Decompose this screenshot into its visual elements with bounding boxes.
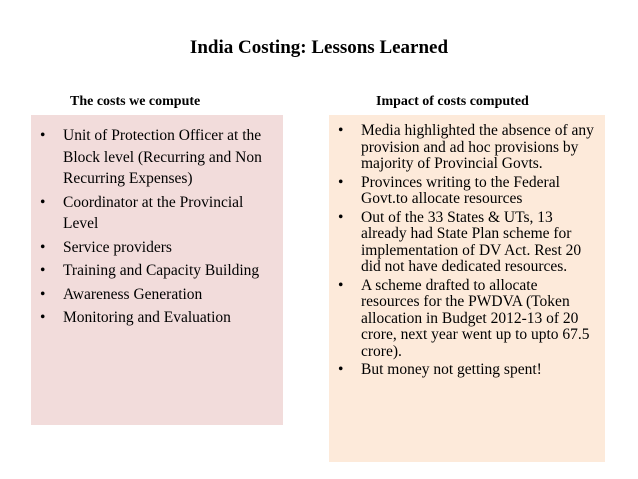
left-column-heading: The costs we compute bbox=[70, 94, 201, 109]
list-item-text: Out of the 33 States & UTs, 13 already had State Plan scheme for implementation of DV Act. Rest 20 did not have dedicated resources. bbox=[361, 208, 582, 275]
right-column-heading: Impact of costs computed bbox=[376, 94, 529, 109]
costs-computed-panel bbox=[31, 115, 283, 425]
list-item bbox=[335, 362, 599, 379]
list-item-text: Awareness Generation bbox=[63, 285, 203, 303]
list-item bbox=[335, 210, 599, 276]
slide-title: India Costing: Lessons Learned bbox=[189, 37, 449, 58]
bullet-icon: • bbox=[40, 309, 46, 326]
impact-list bbox=[335, 123, 599, 379]
list-item-text: A scheme drafted to allocate resources for the PWDVA (Token allocation in Budget 2012-13 of 20 crore, next year went up to upto 67.5 crore). bbox=[361, 276, 590, 360]
list-item bbox=[37, 260, 277, 282]
list-item-text: Training and Capacity Building bbox=[63, 262, 260, 279]
list-item bbox=[37, 192, 277, 235]
list-item bbox=[335, 278, 599, 361]
list-item bbox=[37, 284, 277, 306]
list-item bbox=[335, 123, 599, 173]
bullet-icon: • bbox=[40, 285, 46, 303]
list-item bbox=[37, 237, 277, 259]
bullet-icon: • bbox=[338, 122, 344, 139]
list-item bbox=[335, 175, 599, 208]
impact-panel bbox=[329, 115, 605, 462]
bullet-icon: • bbox=[40, 193, 46, 211]
bullet-icon: • bbox=[338, 208, 344, 226]
bullet-icon: • bbox=[338, 361, 344, 378]
bullet-icon: • bbox=[40, 238, 46, 256]
bullet-icon: • bbox=[40, 127, 46, 144]
costs-computed-list bbox=[37, 125, 277, 329]
list-item-text: Monitoring and Evaluation bbox=[63, 309, 231, 326]
bullet-icon: • bbox=[338, 173, 344, 191]
bullet-icon: • bbox=[40, 262, 46, 279]
list-item-text: Coordinator at the Provincial Level bbox=[63, 193, 244, 232]
list-item-text: Unit of Protection Officer at the Block level (Recurring and Non Recurring Expenses) bbox=[63, 127, 262, 187]
list-item-text: Service providers bbox=[63, 238, 172, 256]
list-item bbox=[37, 125, 277, 190]
list-item-text: Provinces writing to the Federal Govt.to allocate resources bbox=[361, 173, 560, 207]
list-item bbox=[37, 307, 277, 329]
list-item-text: Media highlighted the absence of any provision and ad hoc provisions by majority of Provincial Govts. bbox=[361, 122, 594, 172]
bullet-icon: • bbox=[338, 276, 344, 294]
list-item-text: But money not getting spent! bbox=[361, 361, 542, 378]
